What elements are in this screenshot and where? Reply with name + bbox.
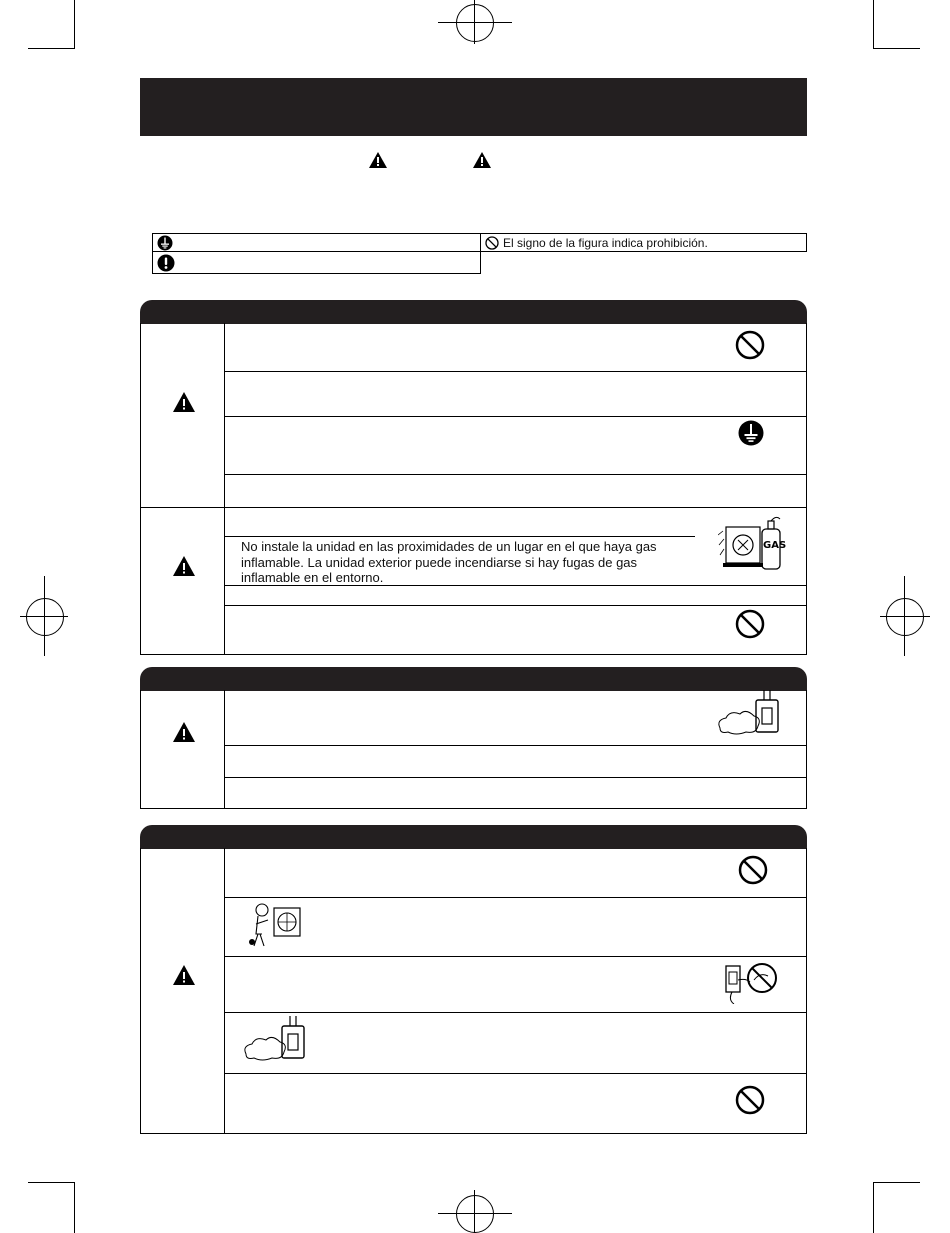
section-box (140, 690, 807, 809)
section-header (140, 300, 807, 324)
warning-icon (173, 965, 195, 985)
ground-icon (738, 420, 764, 446)
mandatory-icon (157, 254, 175, 272)
warning-icon (173, 722, 195, 742)
legend-prohibition-text: El signo de la figura indica prohibición. (503, 236, 708, 250)
title-bar (140, 78, 807, 136)
legend-cell-prohibition (480, 233, 807, 252)
crop-mark (873, 48, 920, 49)
crop-mark (74, 0, 75, 48)
divider (140, 507, 807, 508)
warning-icon (473, 152, 491, 168)
crop-mark (873, 1182, 920, 1183)
divider (225, 897, 807, 898)
divider (225, 474, 807, 475)
section-header (140, 667, 807, 691)
prohibition-icon (735, 1085, 765, 1115)
divider (225, 1073, 807, 1074)
gas-warning-text (241, 539, 701, 586)
svg-text:GAS: GAS (763, 540, 786, 551)
gas-leak-illustration-icon (718, 515, 786, 577)
gas-warning-line: No instale la unidad en las proximidades de un lugar en el que haya gas (241, 539, 657, 554)
crop-mark (873, 0, 874, 48)
warning-icon (173, 556, 195, 576)
prohibition-icon (735, 330, 765, 360)
breaker-illustration-icon (242, 1016, 308, 1066)
prohibition-icon (735, 609, 765, 639)
legend-cell-mandatory (152, 251, 481, 274)
section-left-column (140, 848, 225, 1134)
divider (225, 745, 807, 746)
person-fan-illustration-icon (248, 900, 304, 950)
warning-icon (369, 152, 387, 168)
crop-mark (28, 48, 75, 49)
divider (225, 956, 807, 957)
crop-mark (74, 1182, 75, 1233)
section-left-column (140, 690, 225, 809)
divider (225, 1012, 807, 1013)
section-header (140, 825, 807, 849)
divider (225, 371, 807, 372)
prohibition-icon (738, 855, 768, 885)
divider (225, 536, 695, 537)
gas-warning-line: inflamable en el entorno. (241, 570, 384, 585)
breaker-illustration-icon (716, 690, 782, 740)
prohibition-icon (485, 236, 499, 250)
warning-icon (173, 392, 195, 412)
section-left-column (140, 323, 225, 655)
crop-mark (873, 1182, 874, 1233)
plug-prohibited-illustration-icon (720, 960, 780, 1004)
crop-mark (28, 1182, 75, 1183)
legend-cell-ground (152, 233, 481, 252)
divider (225, 777, 807, 778)
divider (225, 416, 807, 417)
gas-warning-line: inflamable. La unidad exterior puede incendiarse si hay fugas de gas (241, 554, 638, 570)
divider (225, 605, 807, 606)
section-box (140, 848, 807, 1134)
ground-icon (157, 235, 173, 251)
